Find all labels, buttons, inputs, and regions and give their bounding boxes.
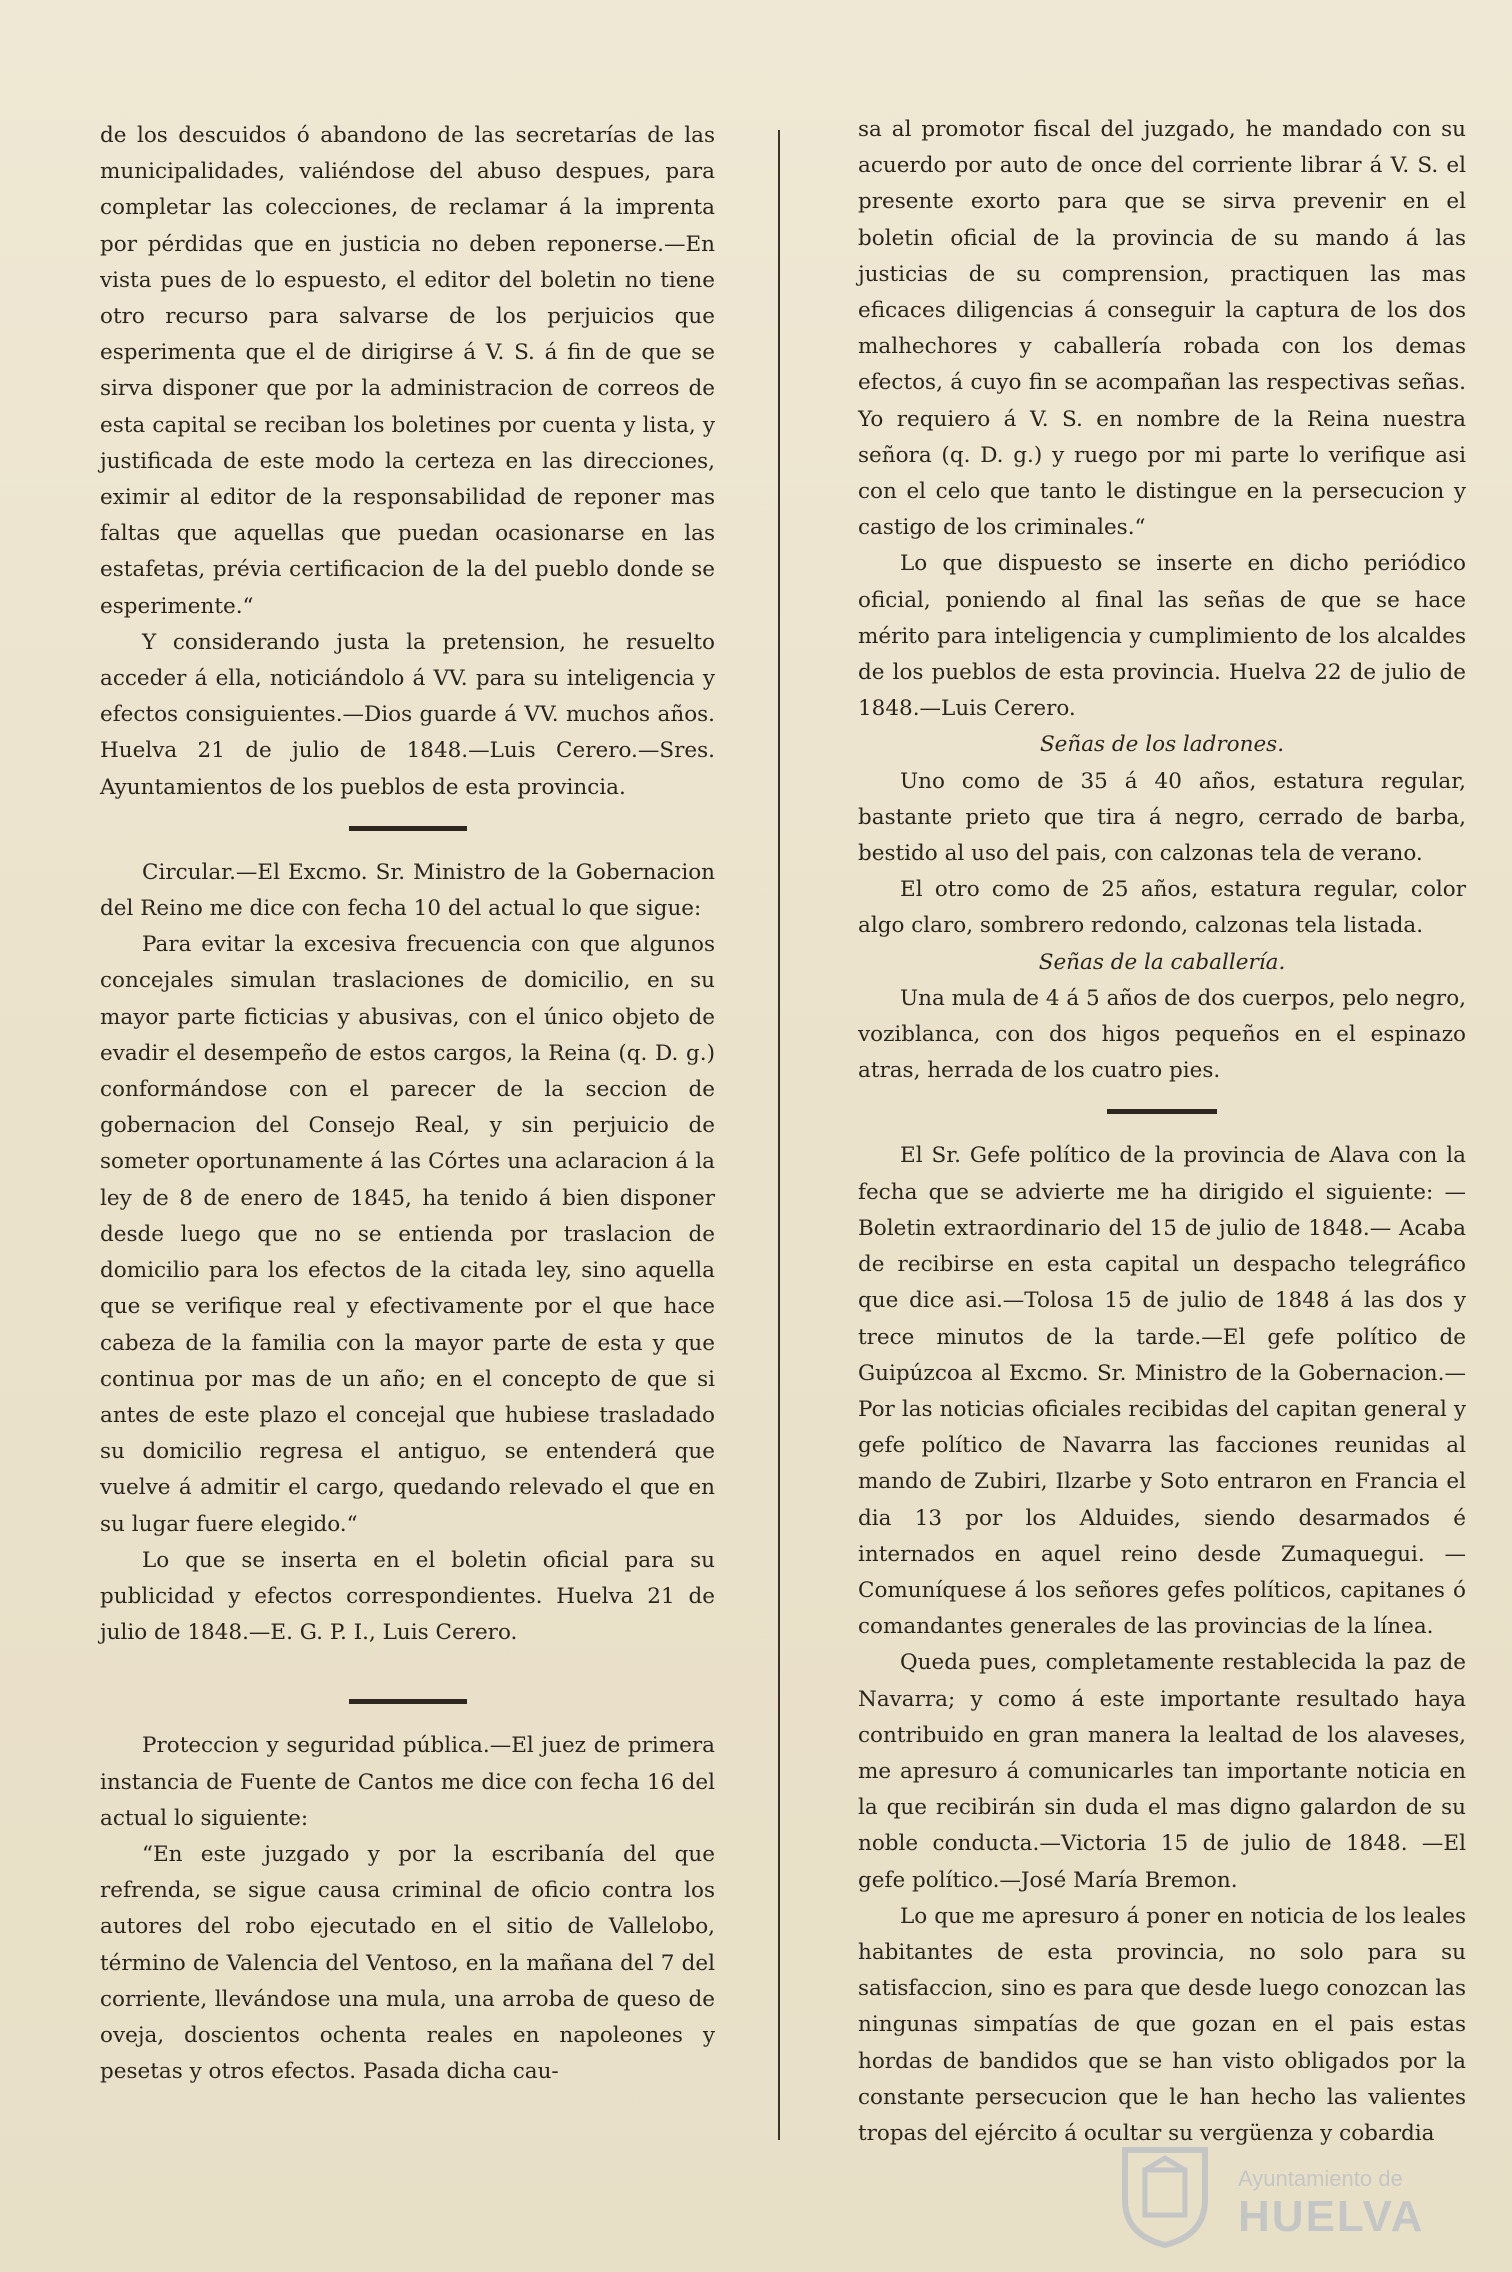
column-divider <box>778 130 780 2140</box>
paragraph: Proteccion y seguridad pública.—El juez de primera instancia de Fuente de Cantos me dice con fecha 16 del actual lo siguiente: <box>100 1733 715 1831</box>
left-column <box>100 118 715 2090</box>
shield-icon <box>1110 2140 1220 2250</box>
paragraph: Queda pues, completamente restablecida la paz de Navarra; y como á este importante resultado haya contribuido en gran manera la lealtad de los alaveses, me apresuro á comunicarles tan importante noticia en la que recibirán sin duda el mas digno galardon de su noble conducta.—Victoria 15 de julio de 1848. —El gefe político.—José María Bremon. <box>858 1650 1466 1893</box>
paragraph: Uno como de 35 á 40 años, estatura regular, bastante prieto que tira á negro, cerrado de barba, bestido al uso del pais, con calzonas tela de verano. <box>858 768 1466 867</box>
section-divider <box>1107 1109 1217 1114</box>
section-divider <box>349 1699 467 1704</box>
paragraph: de los descuidos ó abandono de las secretarías de las municipalidades, valiéndose del abuso despues, para completar las colecciones, de reclamar á la imprenta por pérdidas que en justicia no deben reponerse.—En vista pues de lo espuesto, el editor del boletin no tiene otro recurso para salvarse de los perjuicios que esperimenta que el de dirigirse á V. S. á fin de que se sirva disponer que por la administracion de correos de esta capital se reciban los boletines por cuenta y lista, y justificada de este modo la certeza en las direcciones, eximir al editor de la responsabilidad de reponer mas faltas que aquellas que puedan ocasionarse en las estafetas, prévia certificacion de la del pueblo donde se esperimente.“ <box>100 123 715 619</box>
paragraph: Para evitar la excesiva frecuencia con que algunos concejales simulan traslaciones de domicilio, en su mayor parte ficticias y abusivas, con el único objeto de evadir el desempeño de estos cargos, la Reina (q. D. g.) conformándose con el parecer de la seccion de gobernacion del Consejo Real, y sin perjuicio de someter oportunamente á las Córtes una aclaracion á la ley de 8 de enero de 1845, ha tenido á bien disponer desde luego que no se entienda por traslacion de domicilio para los efectos de la citada ley, sino aquella que se verifique real y efectivamente por el que hace cabeza de la familia con la mayor parte de esta y que continua por mas de un año; en el concepto de que si antes de este plazo el concejal que hubiese trasladado su domicilio regresa el antiguo, se entenderá que vuelve á admitir el cargo, quedando relevado el que en su lugar fuere elegido.“ <box>100 932 715 1537</box>
paragraph: Lo que me apresuro á poner en noticia de los leales habitantes de esta provincia, no solo para su satisfaccion, sino es para que desde luego conozcan las ningunas simpatías de que gozan en el pais estas hordas de bandidos que se han visto obligados por la constante persecucion que le han hecho las valientes tropas del ejército á ocultar su vergüenza y cobardia <box>858 1903 1466 2146</box>
right-column <box>858 112 1466 2152</box>
watermark-line1: Ayuntamiento de <box>1238 2166 1403 2191</box>
watermark-line2: HUELVA <box>1238 2192 1425 2241</box>
paragraph: Lo que dispuesto se inserte en dicho periódico oficial, poniendo al final las señas de que se hace mérito para inteligencia y cumplimiento de los alcaldes de los pueblos de esta provincia. Huelva 22 de julio de 1848.—Luis Cerero. <box>858 551 1466 722</box>
section-heading: Señas de los ladrones. <box>1039 732 1285 758</box>
watermark <box>1110 2140 1450 2250</box>
paragraph: sa al promotor fiscal del juzgado, he mandado con su acuerdo por auto de once del corriente librar á V. S. el presente exorto para que se sirva prevenir en el boletin oficial de la provincia de su mando á las justicias de su comprension, practiquen las mas eficaces diligencias á conseguir la captura de los dos malhechores y caballería robada con los demas efectos, á cuyo fin se acompañan las respectivas señas. Yo requiero á V. S. en nombre de la Reina nuestra señora (q. D. g.) y ruego por mi parte lo verifique asi con el celo que tanto le distingue en la persecucion y castigo de los criminales.“ <box>858 117 1466 541</box>
section-divider <box>349 826 467 831</box>
paragraph: Lo que se inserta en el boletin oficial para su publicidad y efectos correspondientes. Huelva 21 de julio de 1848.—E. G. P. I., Luis Cerero. <box>100 1547 715 1646</box>
paragraph: Una mula de 4 á 5 años de dos cuerpos, pelo negro, voziblanca, con dos higos pequeños en el espinazo atras, herrada de los cuatro pies. <box>858 985 1466 1084</box>
paragraph: Circular.—El Excmo. Sr. Ministro de la Gobernacion del Reino me dice con fecha 10 del actual lo que sigue: <box>100 859 715 922</box>
paragraph: El otro como de 25 años, estatura regular, color algo claro, sombrero redondo, calzonas tela listada. <box>858 877 1466 939</box>
paragraph: Y considerando justa la pretension, he resuelto acceder á ella, noticiándolo á VV. para su inteligencia y efectos consiguientes.—Dios guarde á VV. muchos años. Huelva 21 de julio de 1848.—Luis Cerero.—Sres. Ayuntamientos de los pueblos de esta provincia. <box>100 629 715 800</box>
paragraph: El Sr. Gefe político de la provincia de Alava con la fecha que se advierte me ha dirigido el siguiente: —Boletin extraordinario del 15 de julio de 1848.— Acaba de recibirse en esta capital un despacho telegráfico que dice asi.—Tolosa 15 de julio de 1848 á las dos y trece minutos de la tarde.—El gefe político de Guipúzcoa al Excmo. Sr. Ministro de la Gobernacion.—Por las noticias oficiales recibidas del capitan general y gefe político de Navarra las facciones reunidas al mando de Zubiri, Ilzarbe y Soto entraron en Francia el dia 13 por los Alduides, siendo desarmados é internados en aquel reino desde Zumaquegui. —Comuníquese á los señores gefes políticos, capitanes ó comandantes generales de las provincias de la línea. <box>858 1143 1466 1640</box>
section-heading: Señas de la caballería. <box>1038 949 1286 975</box>
paragraph: “En este juzgado y por la escribanía del que refrenda, se sigue causa criminal de oficio contra los autores del robo ejecutado en el sitio de Vallelobo, término de Valencia del Ventoso, en la mañana del 7 del corriente, llevándose una mula, una arroba de queso de oveja, doscientos ochenta reales en napoleones y pesetas y otros efectos. Pasada dicha cau- <box>100 1841 715 2085</box>
